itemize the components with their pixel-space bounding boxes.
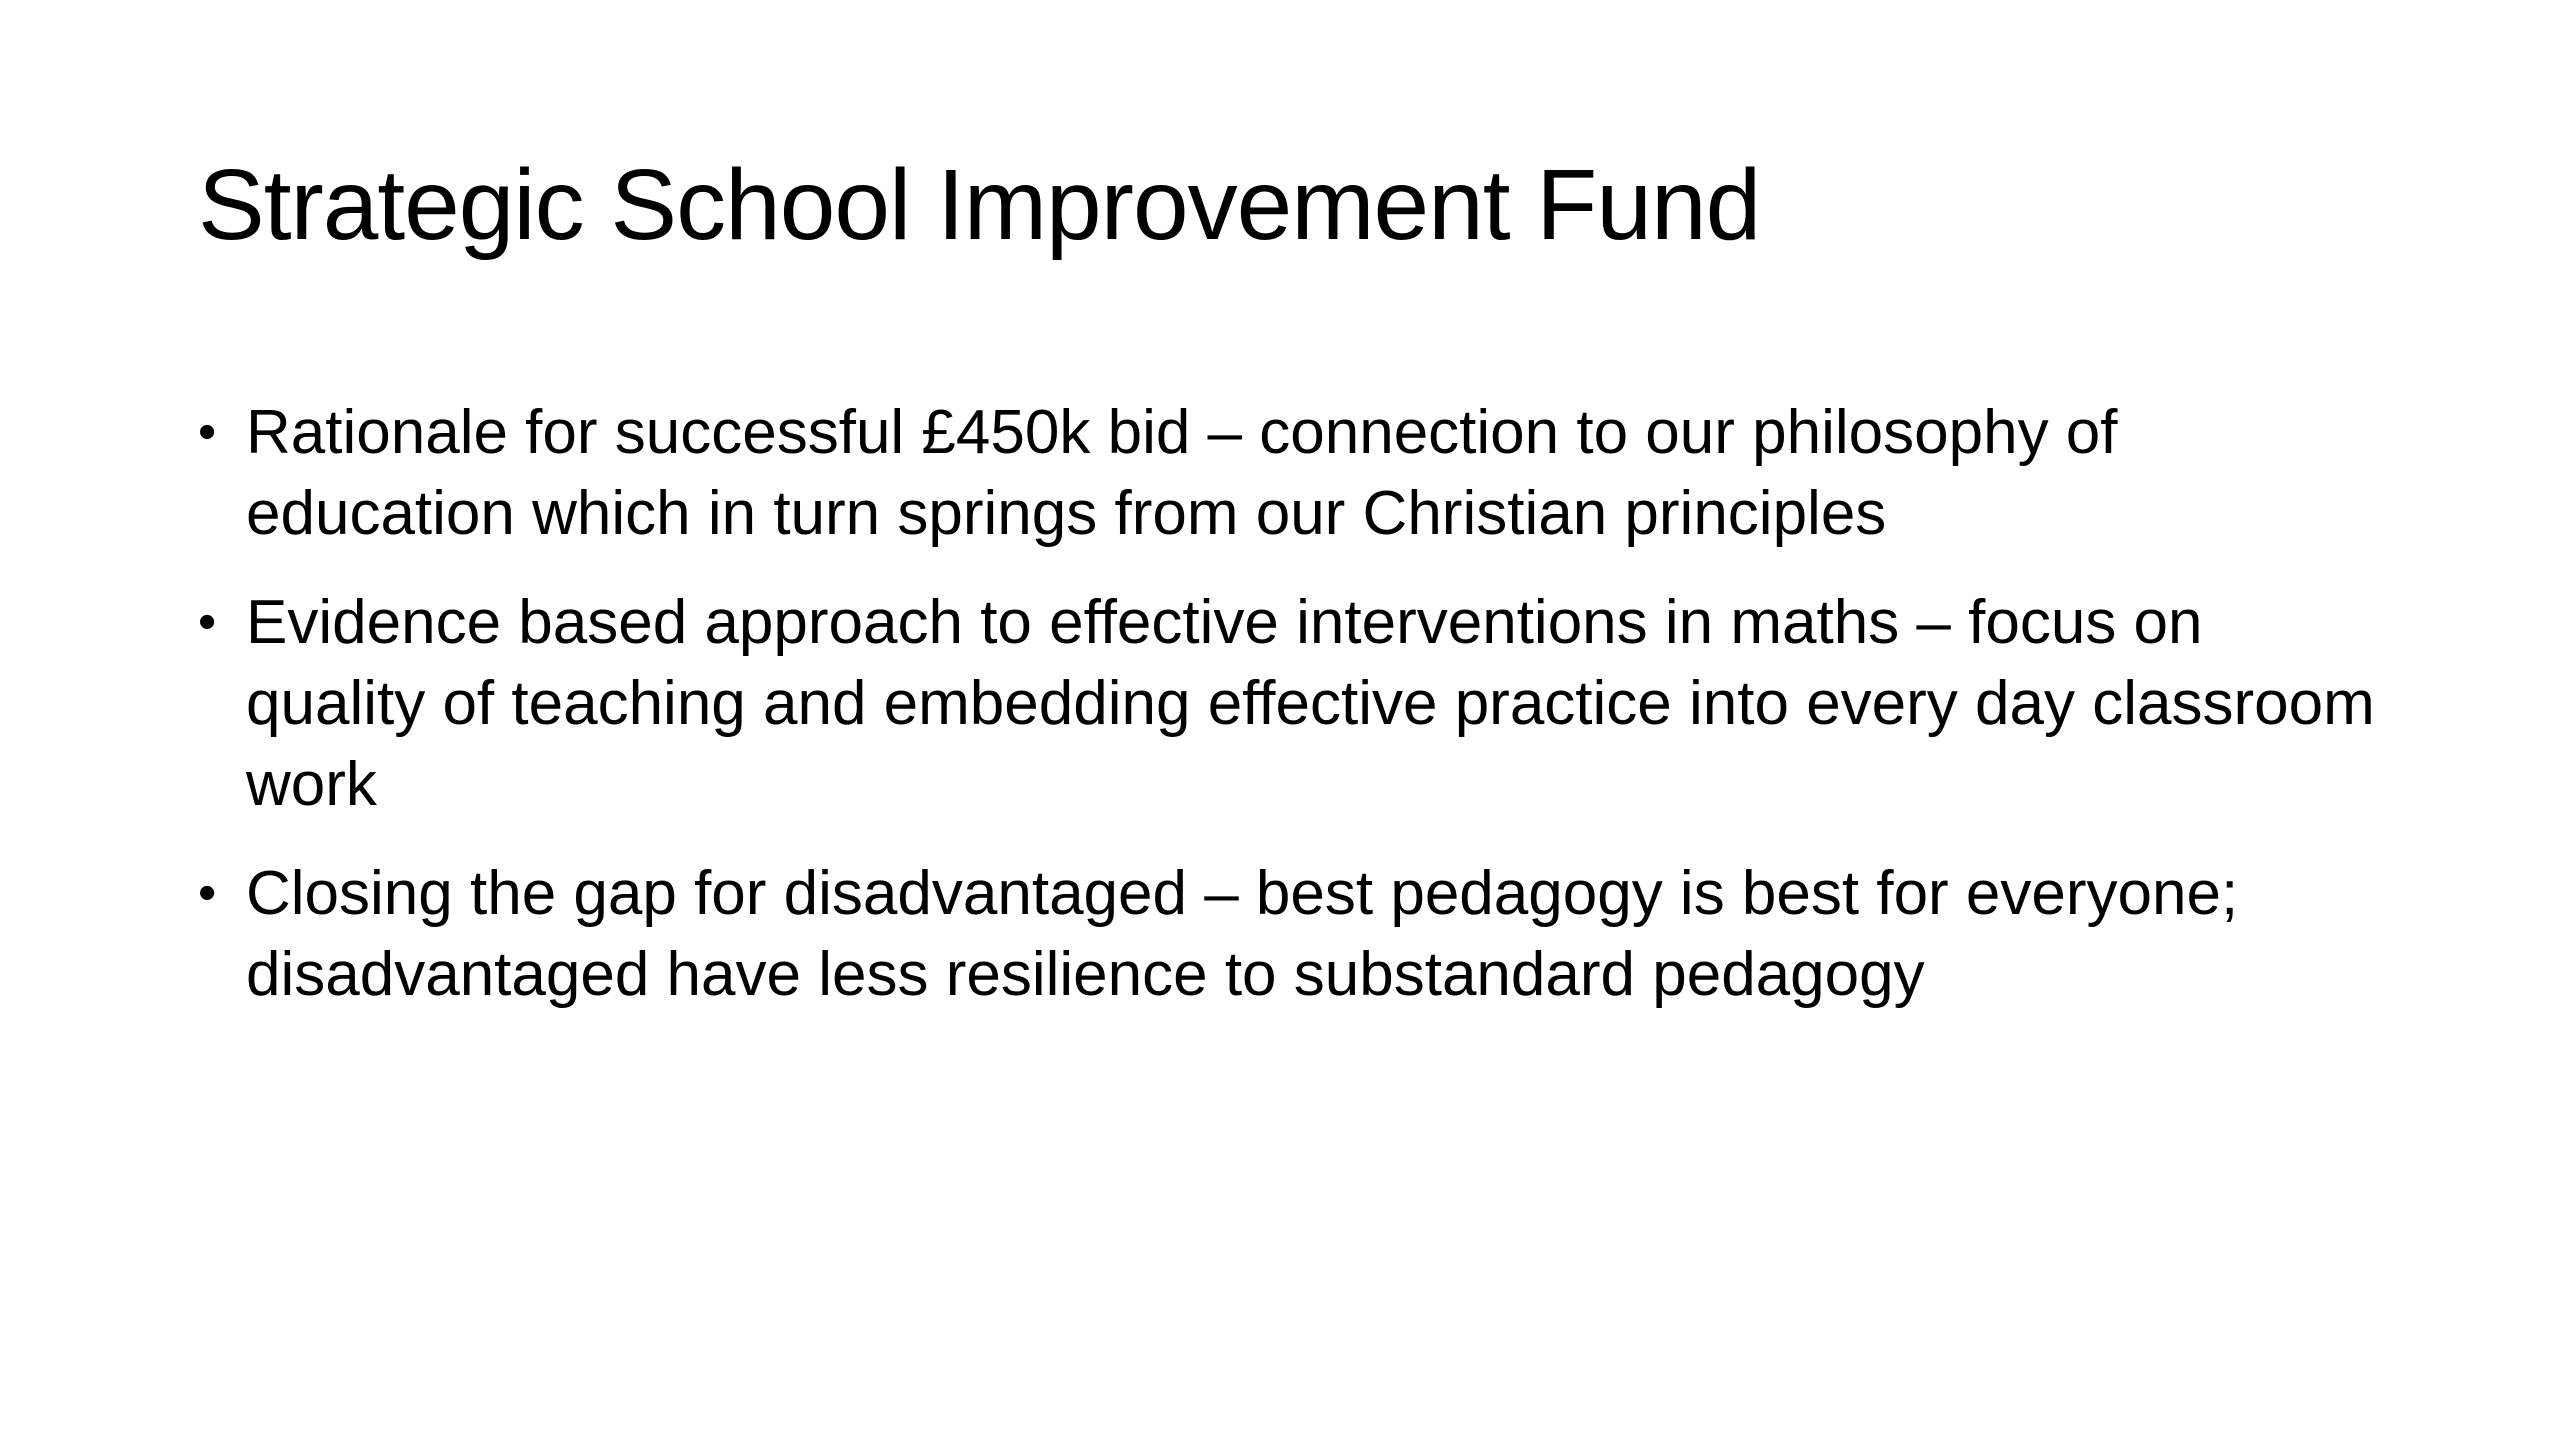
slide-title: Strategic School Improvement Fund	[198, 149, 1761, 261]
bullet-icon: •	[198, 403, 217, 461]
bullet-text: Closing the gap for disadvantaged – best pedagogy is best for everyone; disadvantaged have less resilience to substandard pedagogy	[246, 859, 2239, 1009]
bullet-item	[198, 392, 2378, 554]
bullet-text: Rationale for successful £450k bid – connection to our philosophy of education which in turn springs from our Christian principles	[246, 398, 2118, 548]
bullet-text: Evidence based approach to effective interventions in maths – focus on quality of teaching and embedding effective practice into every day classroom work	[246, 588, 2375, 819]
bullet-icon: •	[198, 864, 217, 922]
bullet-list	[198, 392, 2378, 1043]
bullet-icon: •	[198, 593, 217, 651]
bullet-item	[198, 582, 2378, 825]
bullet-item	[198, 853, 2378, 1015]
